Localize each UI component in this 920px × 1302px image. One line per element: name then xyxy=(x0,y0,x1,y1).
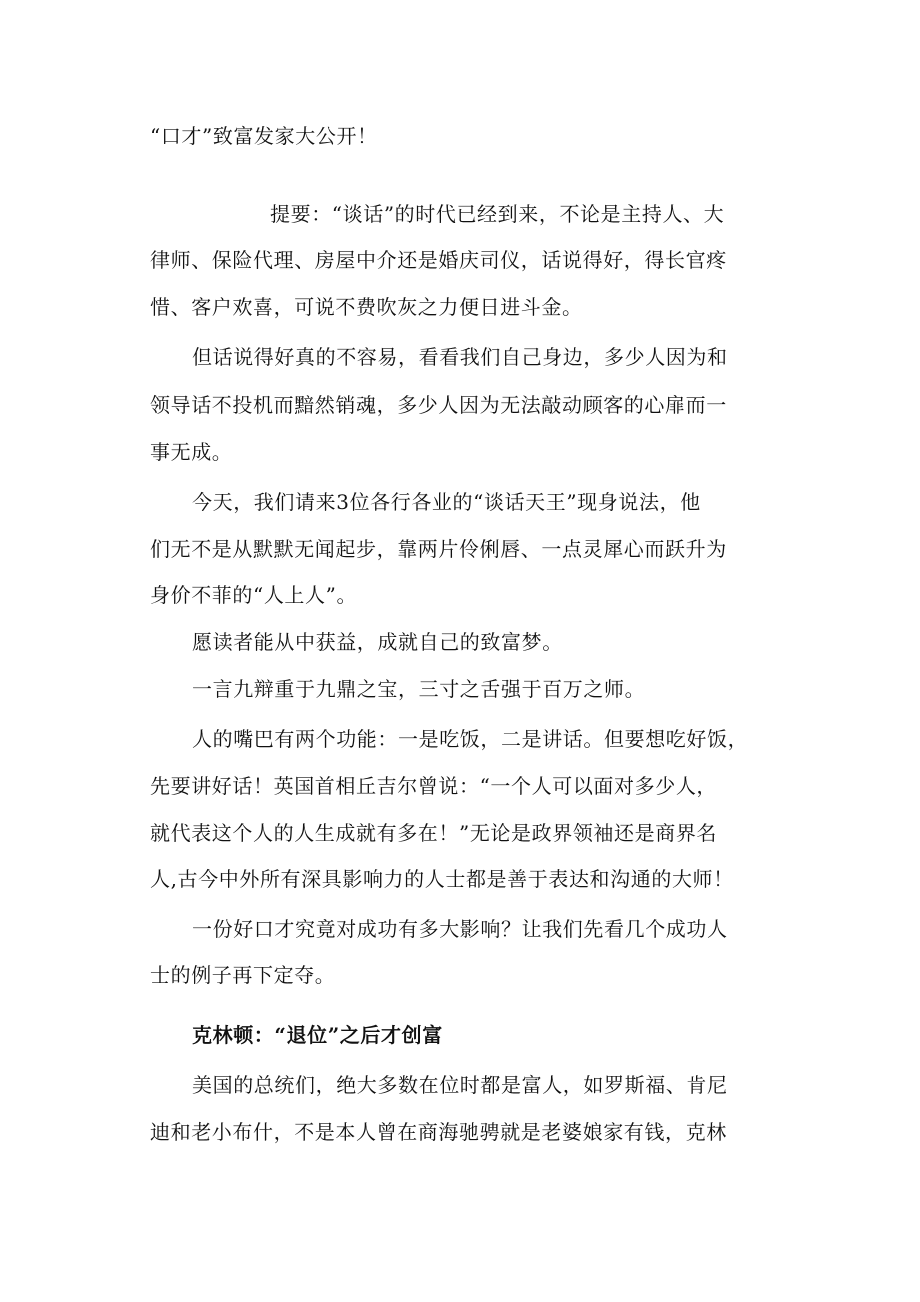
paragraph-line: 身价不菲的“人上人”。 xyxy=(150,583,358,607)
paragraph-line: 今天，我们请来3位各行各业的“谈话天王”现身说法，他 xyxy=(192,490,701,514)
abstract-line: 律师、保险代理、房屋中介还是婚庆司仪，话说得好，得长官疼 xyxy=(150,248,727,272)
paragraph-line: 们无不是从默默无闻起步，靠两片伶俐唇、一点灵犀心而跃升为 xyxy=(150,537,727,561)
paragraph-line: 先要讲好话！英国首相丘吉尔曾说：“一个人可以面对多少人， xyxy=(150,774,718,798)
paragraph-line: 人,古今中外所有深具影响力的人士都是善于表达和沟通的大师！ xyxy=(150,867,734,891)
section-heading: 克林顿：“退位”之后才创富 xyxy=(192,1023,443,1047)
paragraph-line: 就代表这个人的人生成就有多在！”无论是政界领袖还是商界名 xyxy=(150,821,718,845)
paragraph-line: 人的嘴巴有两个功能：一是吃饭，二是讲话。但要想吃好饭， xyxy=(192,727,749,751)
paragraph-line: 美国的总统们，绝大多数在位时都是富人，如罗斯福、肯尼 xyxy=(192,1073,728,1097)
abstract-line: 提要：“谈话”的时代已经到来，不论是主持人、大 xyxy=(270,202,725,226)
paragraph-line: 愿读者能从中获益，成就自己的致富梦。 xyxy=(192,630,563,654)
paragraph-line: 迪和老小布什，不是本人曾在商海驰骋就是老婆娘家有钱，克林 xyxy=(150,1120,727,1144)
abstract-line: 惜、客户欢喜，可说不费吹灰之力便日进斗金。 xyxy=(150,295,583,319)
paragraph-line: 领导话不投机而黯然销魂，多少人因为无法敲动顾客的心扉而一 xyxy=(150,393,727,417)
paragraph-line: 但话说得好真的不容易，看看我们自己身边，多少人因为和 xyxy=(192,345,728,369)
document-title: “口才”致富发家大公开！ xyxy=(150,124,378,148)
paragraph-line: 士的例子再下定夺。 xyxy=(150,963,336,987)
paragraph-line: 一份好口才究竟对成功有多大影响？让我们先看几个成功人 xyxy=(192,917,728,941)
paragraph-line: 事无成。 xyxy=(150,440,233,464)
paragraph-line: 一言九辩重于九鼎之宝，三寸之舌强于百万之师。 xyxy=(192,677,646,701)
